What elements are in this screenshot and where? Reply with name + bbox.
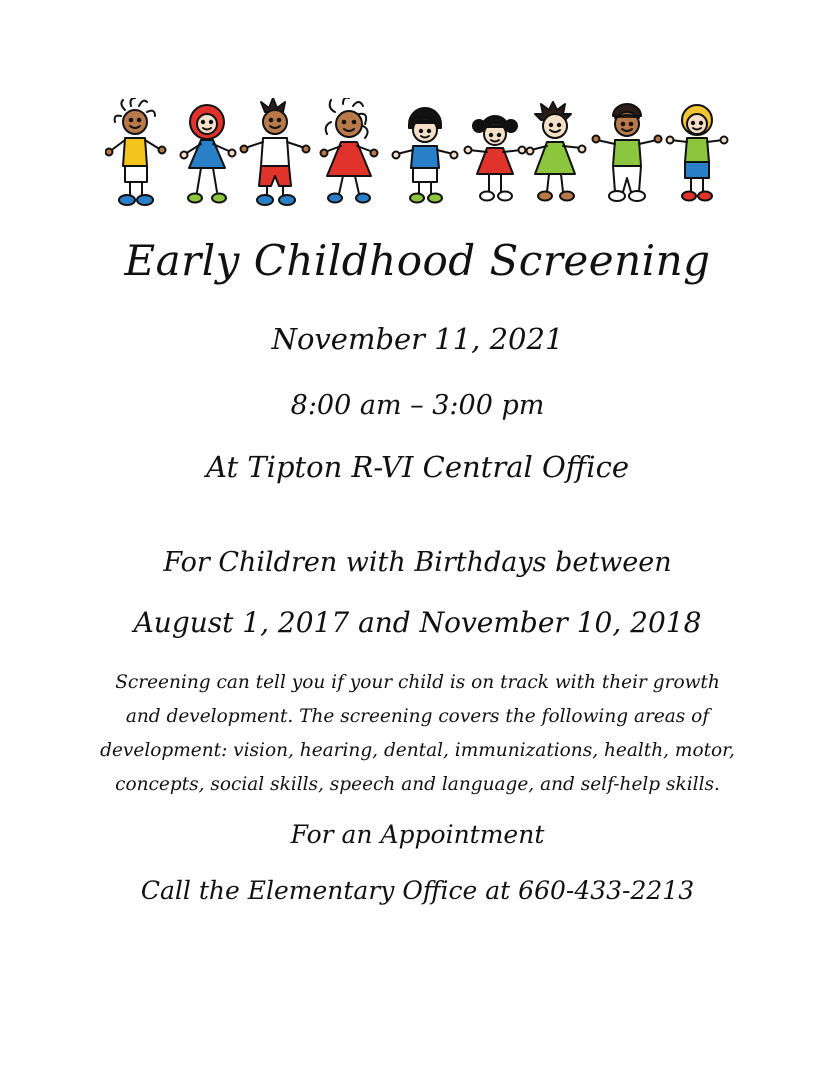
- child-figure-blue-shirt: [393, 108, 458, 203]
- child-figure-blond-hair: [667, 105, 728, 201]
- screening-description: Screening can tell you if your child is on track with their growth and development. The screening covers the following areas of development: vision, hearing, dental, immunizations, health, motor, concepts, social skills, speech and language, and self-help skills.: [100, 672, 735, 795]
- event-date: November 11, 2021: [271, 322, 564, 356]
- child-figure-red-shorts: [241, 98, 310, 205]
- children-holding-hands-icon: [105, 98, 730, 216]
- eligibility-date-range: August 1, 2017 and November 10, 2018: [133, 606, 702, 639]
- event-location: At Tipton R-VI Central Office: [206, 450, 629, 484]
- child-figure-green-shirt: [593, 104, 662, 201]
- child-figure-red-dress: [321, 98, 378, 203]
- eligibility-heading: For Children with Birthdays between: [163, 547, 672, 578]
- contact-phone-line: Call the Elementary Office at 660-433-2213: [140, 876, 695, 905]
- child-figure-green-dress: [527, 102, 586, 201]
- appointment-heading: For an Appointment: [290, 820, 545, 849]
- child-figure-blue-dress: [181, 105, 236, 203]
- flyer-title: Early Childhood Screening: [124, 236, 711, 285]
- child-figure-yellow-shirt: [106, 98, 166, 205]
- child-figure-pigtails: [465, 116, 526, 201]
- event-time: 8:00 am – 3:00 pm: [290, 390, 545, 421]
